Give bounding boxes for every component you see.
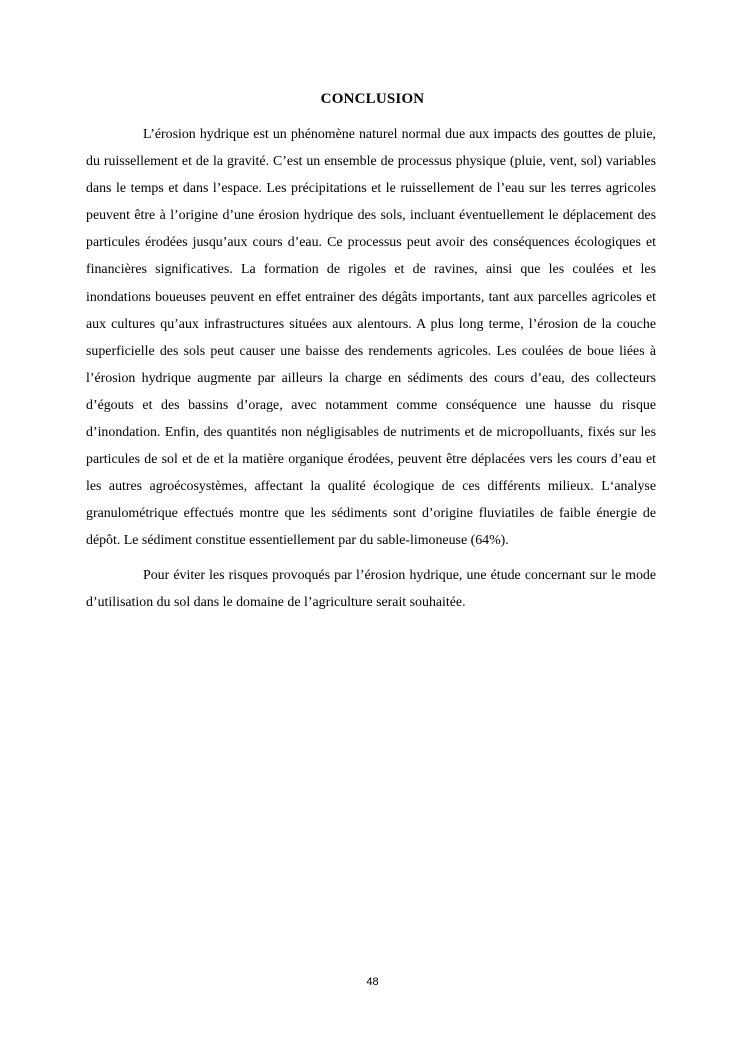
- page-number: 48: [366, 976, 379, 988]
- paragraph-recommendation: Pour éviter les risques provoqués par l’érosion hydrique, une étude concernant sur le mode d’utilisation du sol dans le domaine de l’agriculture serait souhaitée.: [86, 567, 656, 610]
- paragraph-erosion-summary: L’érosion hydrique est un phénomène naturel normal due aux impacts des gouttes de pluie, du ruissellement et de la gravité. C’est un ensemble de processus physique (pluie, vent, sol) variables dans le temps et dans l’espace. Les précipitations et le ruissellement de l’eau sur les terres agricoles peuvent être à l’origine d’une érosion hydrique des sols, incluant éventuellement le déplacement des particules érodées jusqu’aux cours d’eau. Ce processus peut avoir des conséquences écologiques et financières significatives. La formation de rigoles et de ravines, ainsi que les coulées et les inondations boueuses peuvent en effet entrainer des dégâts importants, tant aux parcelles agricoles et aux cultures qu’aux infrastructures situées aux alentours. A plus long terme, l’érosion de la couche superficielle des sols peut causer une baisse des rendements agricoles. Les coulées de boue liées à l’érosion hydrique augmente par ailleurs la charge en sédiments des cours d’eau, des collecteurs d’égouts et des bassins d’orage, avec notamment comme conséquence une hausse du risque d’inondation. Enfin, des quantités non négligisables de nutriments et de micropolluants, fixés sur les particules de sol et de et la matière organique érodées, peuvent être déplacées vers les cours d’eau et les autres agroécosystèmes, affectant la qualité écologique de ces différents milieux. L‘analyse granulométrique effectués montre que les sédiments sont d’origine fluviatiles de faible énergie de dépôt. Le sédiment constitue essentiellement par du sable-limoneuse (64%).: [86, 127, 656, 549]
- body-text: [86, 121, 656, 616]
- page-title: CONCLUSION: [320, 91, 425, 107]
